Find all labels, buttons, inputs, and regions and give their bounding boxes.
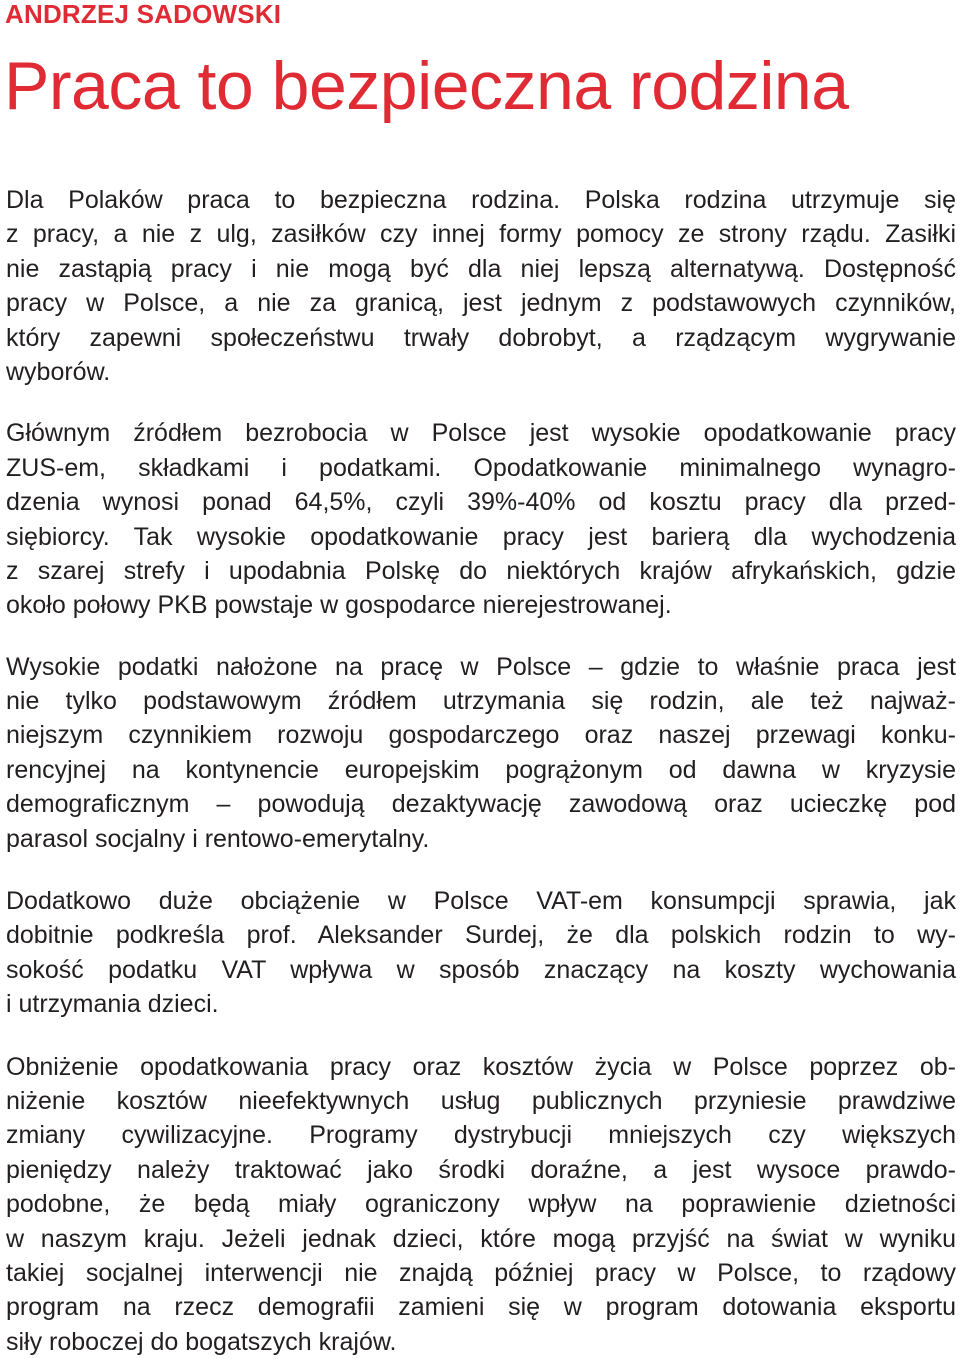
paragraph-2 — [6, 416, 956, 622]
text-line: Dla Polaków praca to bezpieczna rodzina. Polska rodzina utrzymuje się — [6, 186, 956, 214]
text-line: i utrzymania dzieci. — [6, 990, 219, 1019]
text-line: z pracy, a nie z ulg, zasiłków czy innej formy pomocy ze strony rządu. Zasiłki — [6, 220, 956, 249]
text-line: Obniżenie opodatkowania pracy oraz kosztów życia w Polsce poprzez ob- — [6, 1052, 956, 1081]
text-line: nie zastąpią pracy i nie mogą być dla niej lepszą alternatywą. Dostępność — [6, 254, 956, 283]
text-line: siły roboczej do bogatszych krajów. — [6, 1327, 397, 1356]
paragraph-spacer — [6, 1022, 956, 1050]
text-line: Wysokie podatki nałożone na pracę w Polsce – gdzie to właśnie praca jest — [6, 652, 956, 681]
text-line: niżenie kosztów nieefektywnych usług publicznych przyniesie prawdziwe — [6, 1086, 956, 1115]
text-line: z szarej strefy i upodabnia Polskę do niektórych krajów afrykańskich, gdzie — [6, 556, 956, 585]
text-line: który zapewni społeczeństwu trwały dobrobyt, a rządzącym wygrywanie — [6, 323, 956, 352]
text-line: siębiorcy. Tak wysokie opodatkowanie pracy jest barierą dla wychodzenia — [6, 522, 956, 551]
text-line: ZUS-em, składkami i podatkami. Opodatkowanie minimalnego wynagro- — [6, 453, 956, 482]
paragraph-spacer — [6, 856, 956, 884]
text-line: w naszym kraju. Jeżeli jednak dzieci, które mogą przyjść na świat w wyniku — [6, 1224, 956, 1253]
article-title: Praca to bezpieczna rodzina — [4, 48, 849, 124]
text-line: podobne, że będą miały ograniczony wpływ na poprawienie dzietności — [6, 1190, 956, 1219]
text-line: takiej socjalnej interwencji nie znajdą później pracy w Polsce, to rządowy — [6, 1258, 956, 1287]
text-line: nie tylko podstawowym źródłem utrzymania się rodzin, ale też najważ- — [6, 687, 956, 716]
text-line: pieniędzy należy traktować jako środki doraźne, a jest wysoce prawdo- — [6, 1155, 956, 1184]
text-line: parasol socjalny i rentowo-emerytalny. — [6, 824, 430, 853]
text-line: pracy w Polsce, a nie za granicą, jest jednym z podstawowych czynników, — [6, 289, 956, 318]
text-line: demograficznym – powodują dezaktywację zawodową oraz ucieczkę pod — [6, 790, 956, 819]
text-line: dzenia wynosi ponad 64,5%, czyli 39%-40% od kosztu pracy dla przed- — [6, 488, 956, 517]
text-line: dobitnie podkreśla prof. Aleksander Surdej, że dla polskich rodzin to wy- — [6, 921, 956, 950]
paragraph-1 — [6, 183, 956, 389]
paragraph-spacer — [6, 623, 956, 650]
text-line: wyborów. — [6, 357, 111, 386]
text-line: rencyjnej na kontynencie europejskim pogrążonym od dawna w kryzysie — [6, 755, 956, 784]
paragraph-4 — [6, 884, 956, 1022]
text-line: sokość podatku VAT wpływa w sposób znaczący na koszty wychowania — [6, 955, 956, 984]
text-line: Głównym źródłem bezrobocia w Polsce jest wysokie opodatkowanie pracy — [6, 419, 956, 448]
text-line: zmiany cywilizacyjne. Programy dystrybucji mniejszych czy większych — [6, 1121, 956, 1150]
paragraph-spacer — [6, 389, 956, 416]
text-line: program na rzecz demografii zamieni się w program dotowania eksportu — [6, 1293, 956, 1322]
paragraph-3 — [6, 650, 956, 856]
author-name: ANDRZEJ SADOWSKI — [5, 0, 282, 29]
text-line: Dodatkowo duże obciążenie w Polsce VAT-em konsumpcji sprawia, jak — [6, 887, 956, 916]
text-line: niejszym czynnikiem rozwoju gospodarczego oraz naszej przewagi konku- — [6, 721, 956, 750]
article-body — [6, 183, 956, 1359]
paragraph-5 — [6, 1050, 956, 1359]
text-line: około połowy PKB powstaje w gospodarce nierejestrowanej. — [6, 591, 672, 620]
